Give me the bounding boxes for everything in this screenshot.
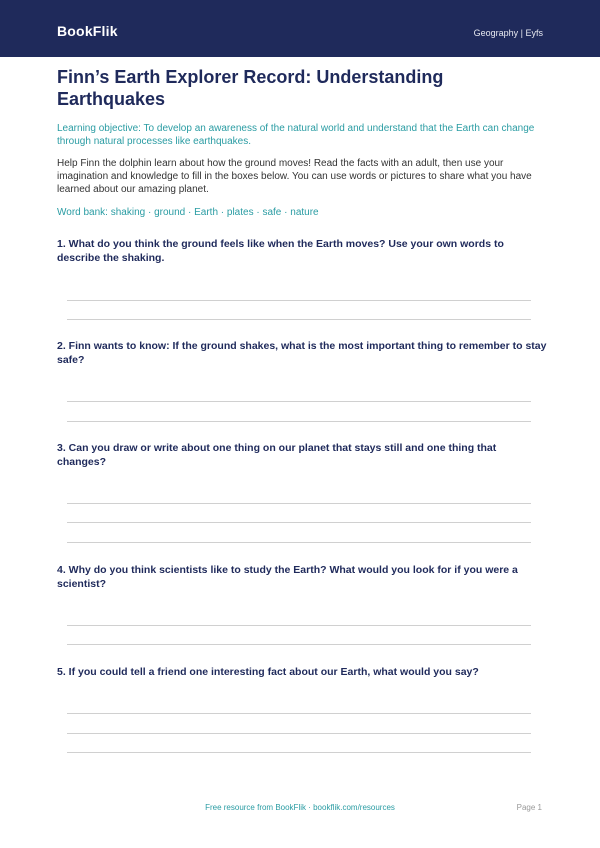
learning-objective: Learning objective: To develop an awareness of the natural world and understand that the Earth can change through natural processes like earthquakes. — [57, 123, 535, 147]
page-title: Finn’s Earth Explorer Record: Understanding Earthquakes — [57, 67, 444, 109]
brand-logo: BookFlik — [57, 23, 118, 39]
answer-line[interactable] — [67, 401, 531, 402]
answer-line[interactable] — [67, 644, 531, 645]
answer-line[interactable] — [67, 542, 531, 543]
answer-line[interactable] — [67, 503, 531, 504]
subject-label: Geography | Eyfs — [473, 28, 543, 38]
answer-line[interactable] — [67, 713, 531, 714]
answer-line[interactable] — [67, 752, 531, 753]
question-2: 2. Finn wants to know: If the ground shakes, what is the most important thing to remember to stay safe? — [57, 340, 547, 366]
intro-text: Help Finn the dolphin learn about how the ground moves! Read the facts with an adult, then use your imagination and knowledge to fill in the boxes below. You can use words or pictures to share what you have learned about our amazing planet. — [57, 158, 532, 195]
answer-line[interactable] — [67, 522, 531, 523]
question-5: 5. If you could tell a friend one interesting fact about our Earth, what would you say? — [57, 666, 479, 678]
page-number: Page 1 — [516, 803, 542, 812]
question-3: 3. Can you draw or write about one thing on our planet that stays still and one thing that changes? — [57, 442, 497, 468]
answer-line[interactable] — [67, 625, 531, 626]
word-bank: Word bank: shaking · ground · Earth · plates · safe · nature — [57, 207, 319, 218]
answer-line[interactable] — [67, 421, 531, 422]
footer-credit: Free resource from BookFlik · bookflik.com/resources — [205, 803, 395, 812]
answer-line[interactable] — [67, 319, 531, 320]
question-1: 1. What do you think the ground feels like when the Earth moves? Use your own words to describe the shaking. — [57, 238, 504, 264]
answer-line[interactable] — [67, 733, 531, 734]
answer-line[interactable] — [67, 300, 531, 301]
question-4: 4. Why do you think scientists like to study the Earth? What would you look for if you were a scientist? — [57, 564, 518, 590]
page-header — [0, 0, 600, 57]
